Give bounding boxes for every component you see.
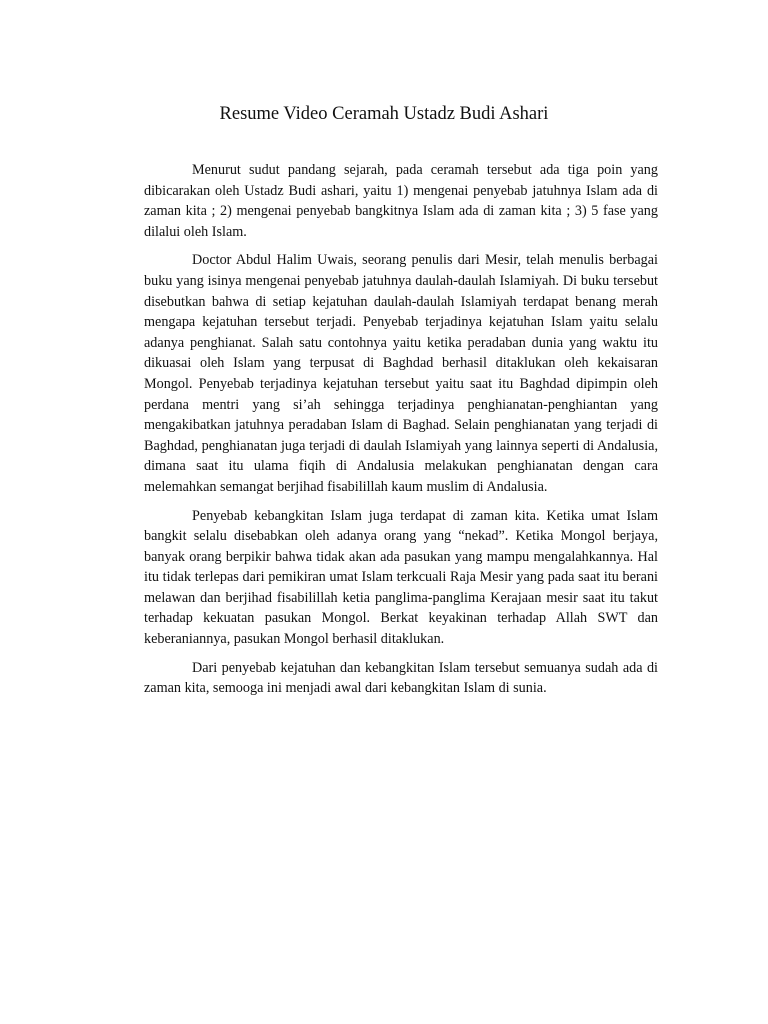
- paragraph-1: Menurut sudut pandang sejarah, pada ceramah tersebut ada tiga poin yang dibicarakan oleh Ustadz Budi ashari, yaitu 1) mengenai penyebab jatuhnya Islam ada di zaman kita ; 2) mengenai penyebab bangkitnya Islam ada di zaman kita ; 3) 5 fase yang dilalui oleh Islam.: [144, 162, 658, 240]
- paragraph-2: Doctor Abdul Halim Uwais, seorang penulis dari Mesir, telah menulis berbagai buku yang isinya mengenai penyebab jatuhnya daulah-daulah Islamiyah. Di buku tersebut disebutkan bahwa di setiap kejatuhan daulah-daulah Islamiyah terdapat benang merah mengapa kejatuhan tersebut terjadi. Penyebab terjadinya kejatuhan Islam yaitu selalu adanya penghianat. Salah satu contohnya yaitu ketika peradaban dunia yang waktu itu dikuasai oleh Islam yang terpusat di Baghdad berhasil ditaklukan oleh kekaisaran Mongol. Penyebab terjadinya kejatuhan tersebut yaitu saat itu Baghdad dipimpin oleh perdana mentri yang si’ah sehingga terjadinya penghianatan-penghiantan yang mengakibatkan jatuhnya peradaban Islam di Baghad. Selain penghianatan yang terjadi di Baghdad, penghianatan juga terjadi di daulah Islamiyah yang lainnya seperti di Andalusia, dimana saat itu ulama fiqih di Andalusia melakukan penghianatan dengan cara melemahkan semangat berjihad fisabilillah kaum muslim di Andalusia.: [144, 252, 658, 495]
- paragraph-3: Penyebab kebangkitan Islam juga terdapat di zaman kita. Ketika umat Islam bangkit selalu disebabkan oleh adanya orang yang “nekad”. Ketika Mongol berjaya, banyak orang berpikir bahwa tidak akan ada pasukan yang mampu mengalahkannya. Hal itu tidak terlepas dari pemikiran umat Islam terkcuali Raja Mesir yang pada saat itu berani melawan dan berjihad fisabilillah ketia panglima-panglima Kerajaan mesir saat itu takut terhadap kekuatan pasukan Mongol. Berkat keyakinan terhadap Allah SWT dan keberaniannya, pasukan Mongol berhasil ditaklukan.: [144, 507, 658, 648]
- document-title: Resume Video Ceramah Ustadz Budi Ashari: [219, 104, 549, 124]
- document-body: [144, 160, 658, 707]
- paragraph-4: Dari penyebab kejatuhan dan kebangkitan Islam tersebut semuanya sudah ada di zaman kita, semooga ini menjadi awal dari kebangkitan Islam di sunia.: [144, 659, 658, 697]
